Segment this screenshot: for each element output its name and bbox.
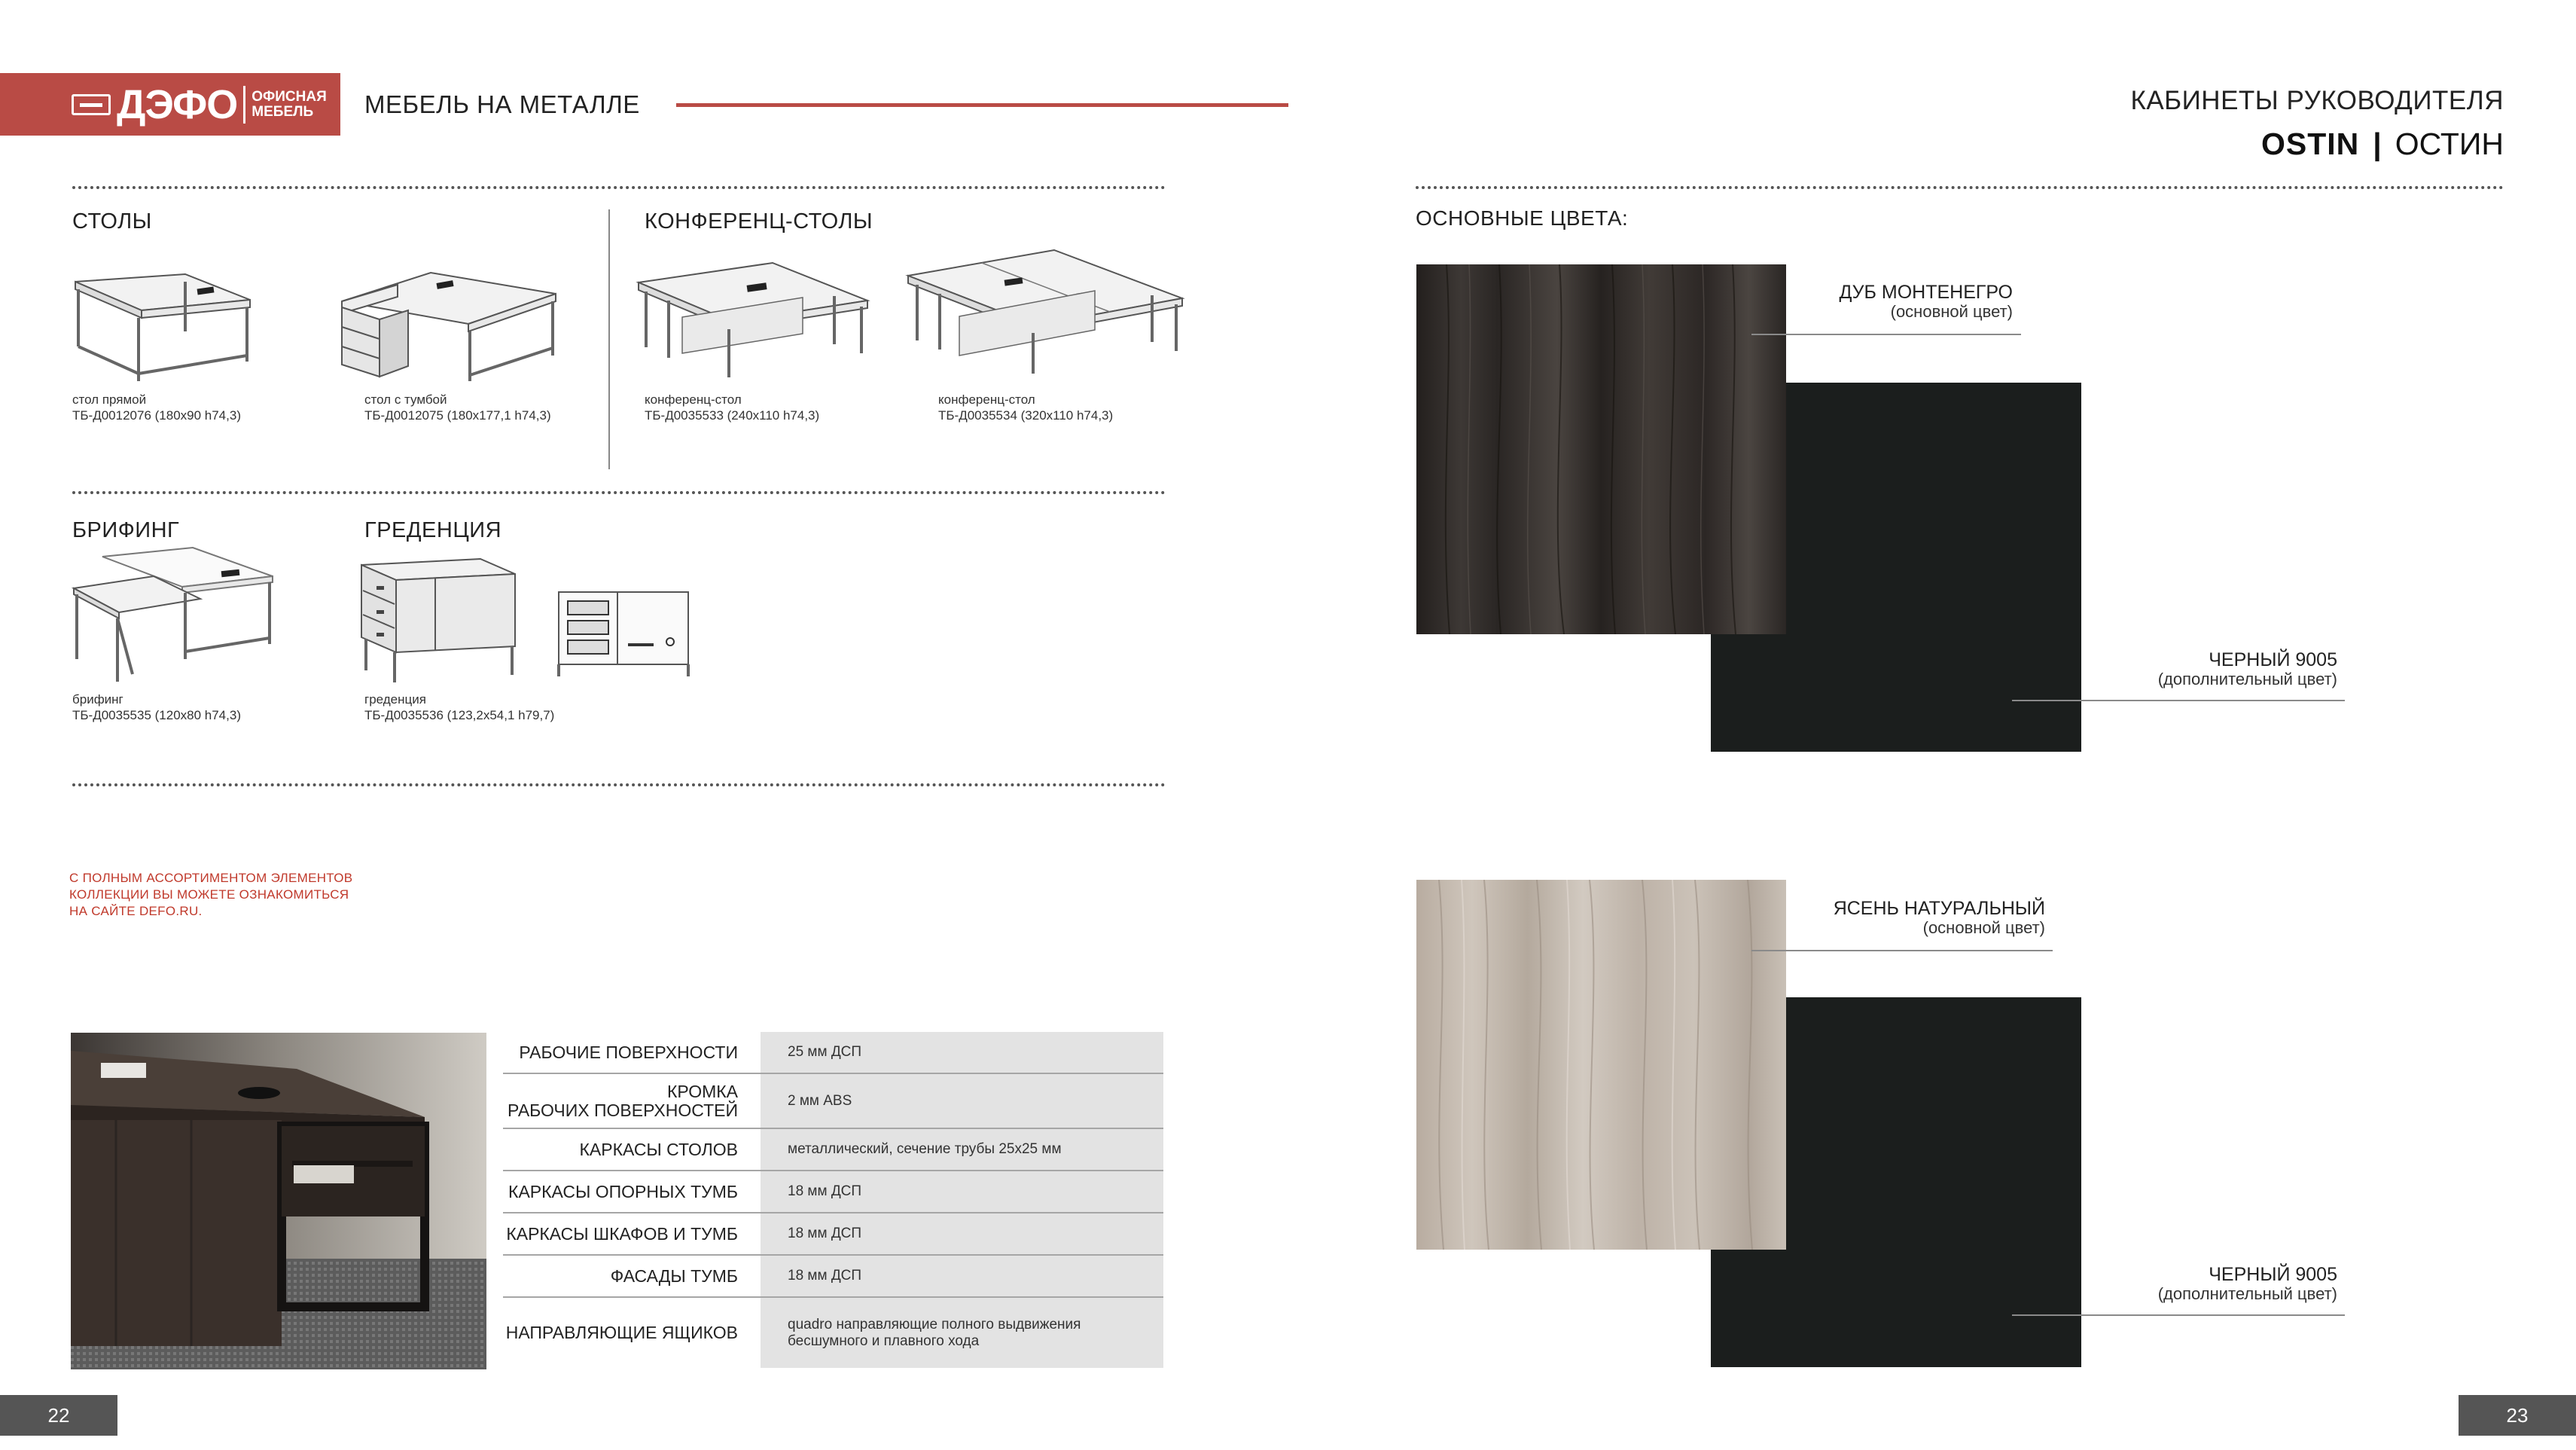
series-title (2261, 127, 2504, 162)
leader-line (2012, 1314, 2345, 1316)
product-caption: стол с тумбой ТБ-Д0012075 (180х177,1 h74,3) (364, 392, 551, 423)
swatch-oak-montenegro (1416, 264, 1786, 634)
color-label-ash: ЯСЕНЬ НАТУРАЛЬНЫЙ (основной цвет) (1833, 898, 2045, 937)
divider-top-left (72, 186, 1166, 189)
spec-row: КАРКАСЫ ОПОРНЫХ ТУМБ 18 мм ДСП (503, 1171, 1163, 1213)
category-conference: КОНФЕРЕНЦ-СТОЛЫ (645, 209, 873, 234)
divider-bottom (72, 783, 1166, 786)
brand-logo (0, 73, 340, 136)
desk-with-pedestal-illustration (340, 264, 559, 384)
credenza-front-illustration (556, 589, 691, 679)
series-cyrillic: ОСТИН (2395, 127, 2504, 161)
spec-row: КАРКАСЫ СТОЛОВ металлический, сечение трубы 25х25 мм (503, 1129, 1163, 1171)
logo-divider (243, 86, 245, 124)
spec-row: КРОМКА РАБОЧИХ ПОВЕРХНОСТЕЙ 2 мм ABS (503, 1074, 1163, 1129)
leader-line (1751, 334, 2021, 335)
leader-line (2012, 700, 2345, 701)
colors-heading: ОСНОВНЫЕ ЦВЕТА: (1416, 206, 1629, 230)
category-credenza: ГРЕДЕНЦИЯ (364, 518, 502, 542)
product-caption: конференц-стол ТБ-Д0035534 (320х110 h74,3) (938, 392, 1114, 423)
page-title: КАБИНЕТЫ РУКОВОДИТЕЛЯ (2130, 86, 2504, 115)
logo-icon (72, 94, 111, 115)
logo-name: ДЭФО (117, 81, 238, 127)
color-label-black: ЧЕРНЫЙ 9005 (дополнительный цвет) (2157, 649, 2337, 688)
color-label-oak: ДУБ МОНТЕНЕГРО (основной цвет) (1839, 282, 2013, 321)
category-separator (608, 209, 610, 469)
conference-table-320-illustration (907, 249, 1185, 377)
section-title: МЕБЕЛЬ НА МЕТАЛЛЕ (364, 90, 640, 118)
category-briefing: БРИФИНГ (72, 518, 180, 542)
page-number-left: 22 (0, 1395, 117, 1436)
product-caption: греденция ТБ-Д0035536 (123,2х54,1 h79,7) (364, 692, 555, 722)
category-tables: СТОЛЫ (72, 209, 152, 234)
spec-row: НАПРАВЛЯЮЩИЕ ЯЩИКОВ quadro направляющие полного выдвижения бесшумного и плавного хода (503, 1298, 1163, 1368)
series-separator: | (2373, 127, 2382, 161)
page-number-right: 23 (2459, 1395, 2576, 1436)
color-label-black: ЧЕРНЫЙ 9005 (дополнительный цвет) (2157, 1264, 2337, 1303)
conference-table-240-illustration (637, 260, 870, 380)
divider-mid (72, 491, 1166, 494)
credenza-illustration (360, 557, 518, 685)
product-caption: брифинг ТБ-Д0035535 (120х80 h74,3) (72, 692, 241, 722)
logo-subtitle: ОФИСНАЯ МЕБЕЛЬ (252, 88, 327, 120)
swatch-ash-natural (1416, 880, 1786, 1250)
briefing-table-illustration (72, 546, 276, 685)
product-photo (71, 1033, 486, 1369)
series-latin: OSTIN (2260, 127, 2360, 161)
spec-row: ФАСАДЫ ТУМБ 18 мм ДСП (503, 1256, 1163, 1298)
product-caption: конференц-стол ТБ-Д0035533 (240х110 h74,3) (645, 392, 820, 423)
spec-table (503, 1032, 1163, 1368)
spec-row: РАБОЧИЕ ПОВЕРХНОСТИ 25 мм ДСП (503, 1032, 1163, 1074)
product-caption: стол прямой ТБ-Д0012076 (180х90 h74,3) (72, 392, 241, 423)
straight-desk-illustration (72, 271, 253, 384)
divider-top-right (1416, 186, 2504, 189)
header-rule (676, 103, 1288, 107)
spec-row: КАРКАСЫ ШКАФОВ И ТУМБ 18 мм ДСП (503, 1213, 1163, 1256)
leader-line (1751, 950, 2053, 951)
assortment-note: С ПОЛНЫМ АССОРТИМЕНТОМ ЭЛЕМЕНТОВ КОЛЛЕКЦИИ ВЫ МОЖЕТЕ ОЗНАКОМИТЬСЯ НА САЙТЕ DEFO.RU. (69, 871, 353, 918)
